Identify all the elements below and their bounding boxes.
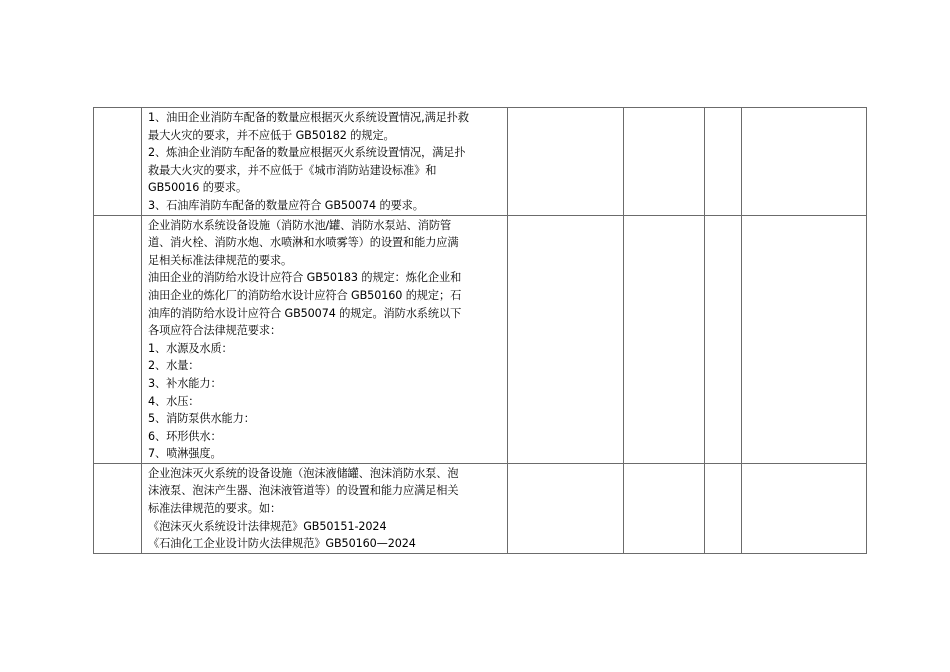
table-cell-empty: [742, 215, 867, 463]
table-cell-content: [142, 108, 508, 216]
table-cell-empty: [705, 215, 742, 463]
text-line: 足相关标准法律规范的要求。: [148, 253, 293, 267]
text-line: 标准法律规范的要求。如：: [148, 502, 282, 516]
text-line: 《石油化工企业设计防火法律规范》GB50160—2024: [148, 537, 416, 551]
table-cell-empty: [624, 108, 705, 216]
text-line: 4、水压：: [148, 394, 200, 408]
table-cell-empty: [624, 463, 705, 553]
text-line: 2、炼油企业消防车配备的数量应根据灭火系统设置情况，满足扑: [148, 146, 466, 160]
table-cell-empty: [705, 108, 742, 216]
text-line: 7、喷淋强度。: [148, 447, 222, 461]
requirements-table: [93, 107, 867, 554]
text-line: 3、补水能力：: [148, 376, 222, 390]
text-line: 沫液泵、泡沫产生器、泡沫液管道等）的设置和能力应满足相关: [148, 484, 459, 498]
text-line: 企业泡沫灭火系统的设备设施（泡沫液储罐、泡沫消防水泵、泡: [148, 466, 459, 480]
text-line: 道、消火栓、消防水炮、水喷淋和水喷雾等）的设置和能力应满: [148, 236, 459, 250]
text-line: 油田企业的消防给水设计应符合 GB50183 的规定：炼化企业和: [148, 271, 462, 285]
text-line: 油库的消防给水设计应符合 GB50074 的规定。消防水系统以下: [148, 306, 462, 320]
text-line: 企业消防水系统设备设施（消防水池/罐、消防水泵站、消防管: [148, 218, 452, 232]
text-line: 最大火灾的要求，并不应低于 GB50182 的规定。: [148, 128, 395, 142]
table-row: [94, 463, 867, 553]
table-cell-empty: [624, 215, 705, 463]
table-cell-empty: [705, 463, 742, 553]
table-cell-empty: [742, 463, 867, 553]
text-line: 各项应符合法律规范要求：: [148, 324, 282, 338]
text-line: 1、水源及水质：: [148, 341, 233, 355]
text-line: 油田企业的炼化厂的消防给水设计应符合 GB50160 的规定；石: [148, 288, 462, 302]
text-line: 3、石油库消防车配备的数量应符合 GB50074 的要求。: [148, 198, 424, 212]
table-cell-content: [142, 215, 508, 463]
table-cell-index: [94, 108, 142, 216]
text-line: 2、水量：: [148, 359, 200, 373]
text-line: GB50016 的要求。: [148, 181, 248, 195]
table-cell-empty: [508, 215, 624, 463]
text-line: 1、油田企业消防车配备的数量应根据灭火系统设置情况,满足扑救: [148, 111, 469, 124]
table-cell-index: [94, 215, 142, 463]
text-line: 救最大火灾的要求，并不应低于《城市消防站建设标准》和: [148, 163, 437, 177]
text-line: 《泡沫灭火系统设计法律规范》GB50151-2024: [148, 519, 387, 533]
table-cell-content: [142, 463, 508, 553]
table-row: [94, 215, 867, 463]
table-cell-empty: [742, 108, 867, 216]
table-cell-index: [94, 463, 142, 553]
table-cell-empty: [508, 463, 624, 553]
text-line: 6、环形供水：: [148, 429, 222, 443]
table-cell-empty: [508, 108, 624, 216]
text-line: 5、消防泵供水能力：: [148, 412, 255, 426]
table-row: [94, 108, 867, 216]
